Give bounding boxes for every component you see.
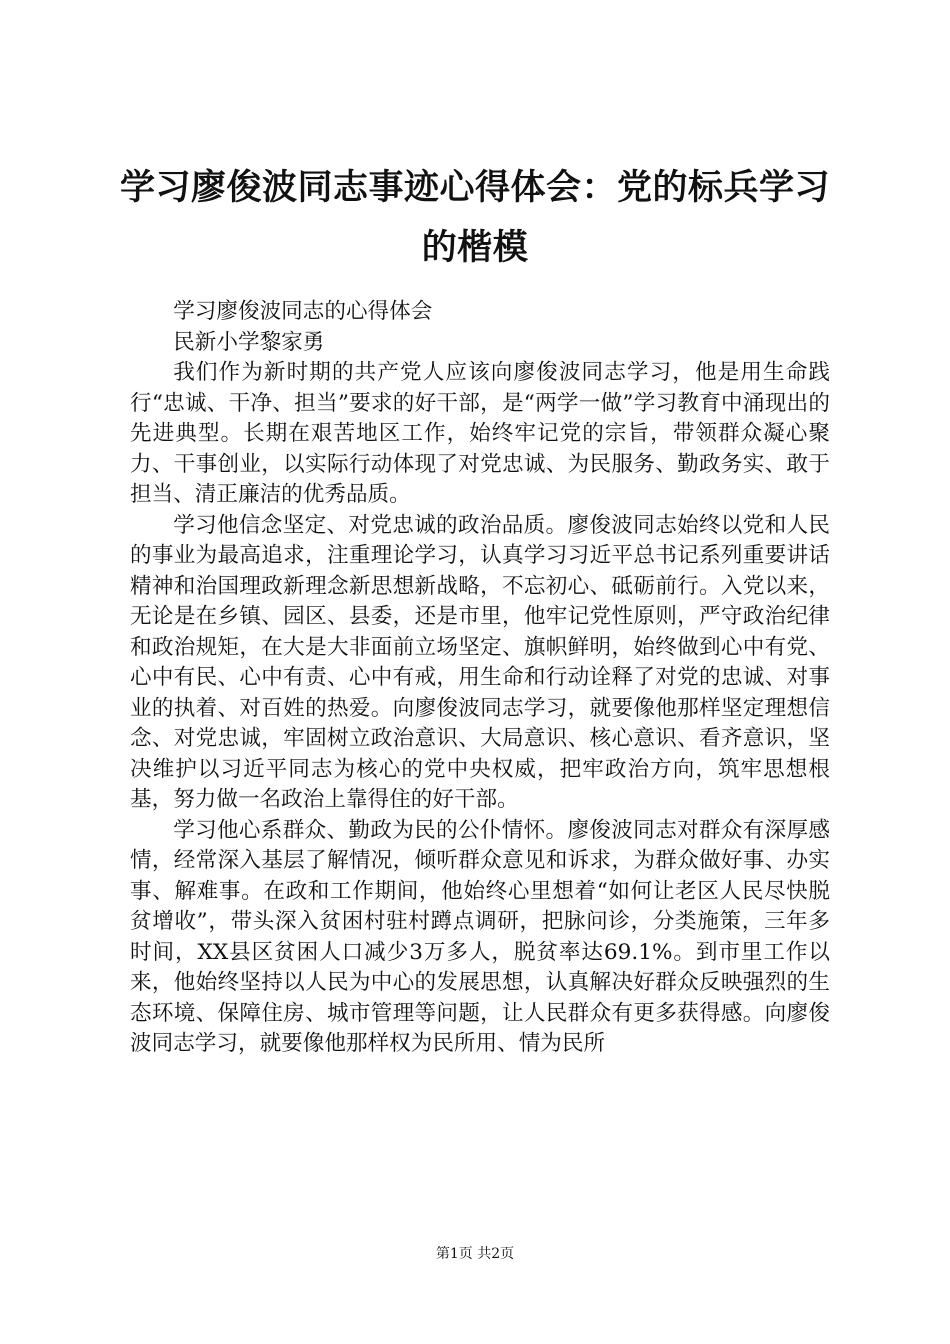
subtitle: 学习廖俊波同志的心得体会: [173, 299, 433, 324]
author-line: 民新小学黎家勇: [173, 329, 325, 355]
title-line-1: 学习廖俊波同志事迹心得体会：党的标兵学习: [120, 168, 831, 208]
title-line-2: 的楷模: [421, 228, 529, 268]
page-number: 第1页 共2页: [435, 1246, 515, 1262]
document-body: [130, 297, 830, 1060]
paragraph-2: 学习他信念坚定、对党忠诚的政治品质。廖俊波同志始终以党和人民的事业为最高追求，注重理论学习，认真学习习近平总书记系列重要讲话精神和治国理政新理念新思想新战略，不忘初心、砥砺前行。入党以来，无论是在乡镇、园区、县委，还是市里，他牢记党性原则，严守政治纪律和政治规矩，在大是大非面前立场坚定、旗帜鲜明，始终做到心中有党、心中有民、心中有责、心中有戒，用生命和行动诠释了对党的忠诚、对事业的执着、对百姓的热爱。向廖俊波同志学习，就要像他那样坚定理想信念、对党忠诚，牢固树立政治意识、大局意识、核心意识、看齐意识，坚决维护以习近平同志为核心的党中央权威，把牢政治方向，筑牢思想根基，努力做一名政治上靠得住的好干部。: [130, 512, 830, 812]
document-title: [120, 158, 830, 278]
paragraph-1: 我们作为新时期的共产党人应该向廖俊波同志学习，他是用生命践行“忠诚、干净、担当”要求的好干部，是“两学一做”学习教育中涌现出的先进典型。长期在艰苦地区工作，始终牢记党的宗旨，带领群众凝心聚力、干事创业，以实际行动体现了对党忠诚、为民服务、勤政务实、敢于担当、清正廉洁的优秀品质。: [130, 360, 830, 507]
paragraph-3: 学习他心系群众、勤政为民的公仆情怀。廖俊波同志对群众有深厚感情，经常深入基层了解情况，倾听群众意见和诉求，为群众做好事、办实事、解难事。在政和工作期间，他始终心里想着“如何让老区人民尽快脱贫增收”，带头深入贫困村驻村蹲点调研，把脉问诊，分类施策，三年多时间，XX县区贫困人口减少3万多人，脱贫率达69.1%。到市里工作以来，他始终坚持以人民为中心的发展思想，认真解决好群众反映强烈的生态环境、保障住房、城市管理等问题，让人民群众有更多获得感。向廖俊波同志学习，就要像他那样权为民所用、情为民所: [130, 817, 830, 1056]
